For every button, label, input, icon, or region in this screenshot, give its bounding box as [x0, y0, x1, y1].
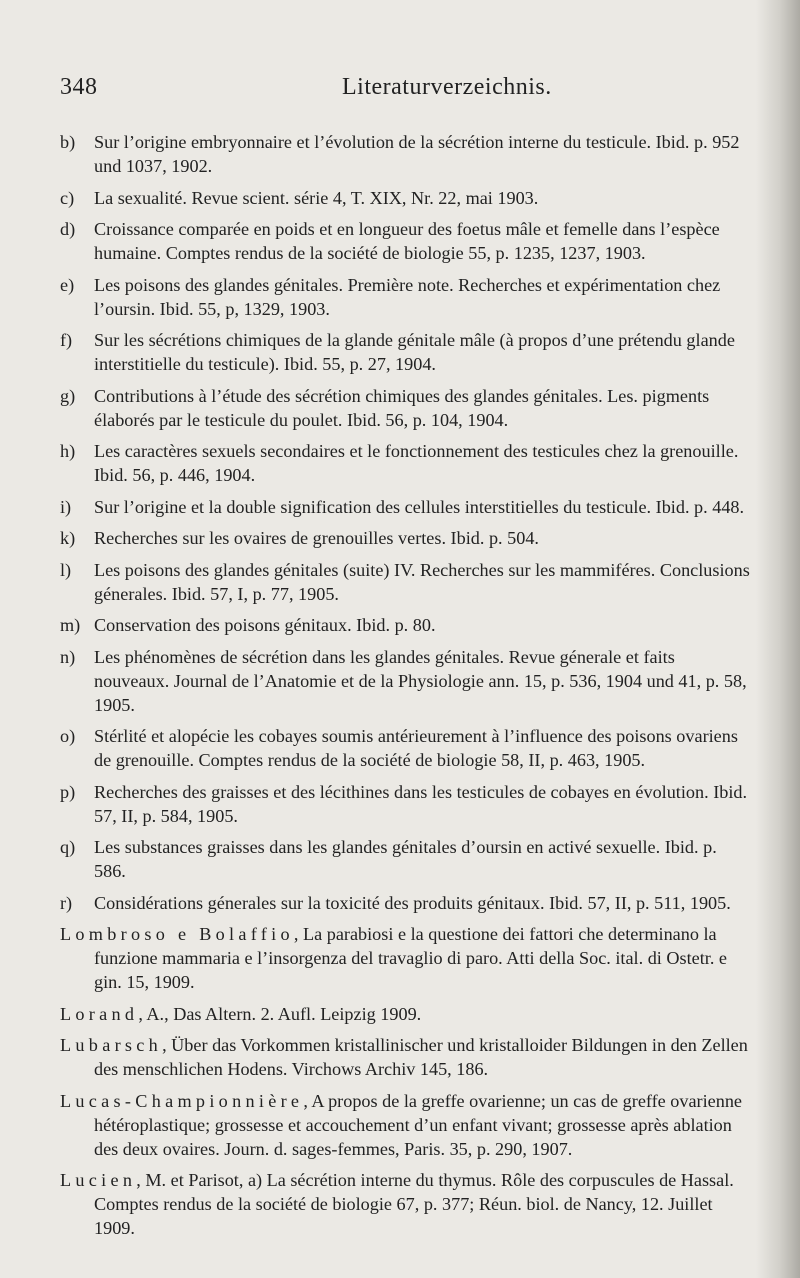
item-label: e)	[60, 274, 75, 295]
reference-text: , Über das Vorkommen kristallinischer und kristalloider Bildungen in den Zellen des menschlichen Hodens. Virchows Archiv 145, 186.	[94, 1035, 748, 1079]
item-label: c)	[60, 187, 75, 208]
list-item	[60, 780, 752, 828]
item-text: Conservation des poisons génitaux. Ibid. p. 80.	[94, 615, 436, 635]
item-text: Les caractères sexuels secondaires et le fonctionnement des testicules chez la grenouille. Ibid. 56, p. 446, 1904.	[94, 441, 739, 485]
list-item	[60, 130, 752, 178]
reference-text: , A propos de la greffe ovarienne; un cas de greffe ovarienne hétéroplastique; grossesse et accouchement d’un enfant vivant; grossesse après ablation des deux ovaires. Journ. d. sages-femmes, Paris. 35, p. 290, 1907.	[94, 1090, 742, 1159]
list-item	[60, 495, 752, 519]
author-name: Lorand	[60, 1003, 139, 1024]
item-label: k)	[60, 528, 76, 548]
page-edge-shadow	[756, 0, 800, 1278]
list-item	[60, 835, 752, 883]
list-item	[60, 613, 752, 637]
running-title: Literaturverzeichnis.	[342, 74, 552, 100]
item-label: r)	[60, 892, 73, 913]
item-text: Les substances graisses dans les glandes génitales d’oursin en activé sexuelle. Ibid. p. 586.	[94, 837, 717, 881]
item-label: q)	[60, 837, 76, 857]
list-item	[60, 328, 752, 376]
item-label: g)	[60, 385, 76, 406]
reference-entry	[60, 1033, 752, 1081]
item-label: i)	[60, 496, 72, 517]
list-item	[60, 384, 752, 432]
author-name: Lucas-Championnière	[60, 1090, 304, 1111]
list-item	[60, 645, 752, 717]
item-label: m)	[60, 615, 81, 635]
item-text: Considérations génerales sur la toxicité des produits génitaux. Ibid. 57, II, p. 511, 1905.	[94, 892, 731, 913]
list-item	[60, 526, 752, 550]
reference-text: , La parabiosi e la questione dei fattori che determinano la funzione mammaria e l’insorgenza del travaglio di paro. Atti della Soc. ital. di Ostetr. e gin. 15, 1909.	[94, 924, 728, 992]
author-name: Lombroso e Bolaffio	[60, 924, 294, 944]
list-item	[60, 724, 752, 772]
item-text: Les poisons des glandes génitales (suite) IV. Recherches sur les mammiféres. Conclusions génerales. Ibid. 57, I, p. 77, 1905.	[94, 559, 750, 604]
item-label: b)	[60, 132, 76, 152]
item-label: p)	[60, 781, 76, 802]
reference-entry	[60, 1168, 752, 1240]
item-label: h)	[60, 441, 76, 461]
item-label: d)	[60, 219, 76, 239]
item-text: Recherches des graisses et des lécithines dans les testicules de cobayes en évolution. Ibid. 57, II, p. 584, 1905.	[94, 781, 748, 826]
list-item	[60, 558, 752, 606]
item-text: Croissance comparée en poids et en longueur des foetus mâle et femelle dans l’espèce humaine. Comptes rendus de la société de biologie 55, p. 1235, 1237, 1903.	[94, 219, 720, 263]
item-label: f)	[60, 330, 73, 350]
page-header	[60, 74, 740, 114]
list-item	[60, 273, 752, 321]
item-text: Sur l’origine et la double signification des cellules interstitielles du testicule. Ibid. p. 448.	[94, 496, 745, 517]
item-text: La sexualité. Revue scient. série 4, T. XIX, Nr. 22, mai 1903.	[94, 187, 539, 208]
reference-entry	[60, 1089, 752, 1161]
item-text: Les phénomènes de sécrétion dans les glandes génitales. Revue génerale et faits nouveaux. Journal de l’Anatomie et de la Physiologie ann. 15, p. 536, 1904 und 41, p. 58, 1905.	[94, 646, 747, 715]
list-item	[60, 217, 752, 265]
item-text: Contributions à l’étude des sécrétion chimiques des glandes génitales. Les. pigments élaborés par le testicule du poulet. Ibid. 56, p. 104, 1904.	[94, 385, 710, 430]
list-item	[60, 891, 752, 915]
item-label: l)	[60, 559, 72, 580]
item-text: Les poisons des glandes génitales. Première note. Recherches et expérimentation chez l’oursin. Ibid. 55, p, 1329, 1903.	[94, 274, 721, 319]
item-label: n)	[60, 646, 76, 667]
item-text: Sur l’origine embryonnaire et l’évolution de la sécrétion interne du testicule. Ibid. p. 952 und 1037, 1902.	[94, 132, 740, 176]
page-number: 348	[60, 74, 98, 100]
list-item	[60, 186, 752, 210]
author-name: Lubarsch	[60, 1035, 163, 1055]
reference-text: , M. et Parisot, a) La sécrétion interne du thymus. Rôle des corpuscules de Hassal. Comptes rendus de la société de biologie 67, p. 377; Réun. biol. de Nancy, 12. Juillet 1909.	[94, 1170, 734, 1238]
reference-text: , A., Das Altern. 2. Aufl. Leipzig 1909.	[138, 1003, 422, 1024]
item-text: Sur les sécrétions chimiques de la glande génitale mâle (à propos d’une prétendu glande interstitielle du testicule). Ibid. 55, p. 27, 1904.	[94, 330, 735, 374]
author-name: Lucien	[60, 1170, 137, 1190]
item-text: Stérlité et alopécie les cobayes soumis antérieurement à l’influence des poisons ovariens de grenouille. Comptes rendus de la société de biologie 58, II, p. 463, 1905.	[94, 726, 738, 770]
reference-entry	[60, 922, 752, 994]
reference-entry	[60, 1002, 752, 1026]
item-text: Recherches sur les ovaires de grenouilles vertes. Ibid. p. 504.	[94, 528, 539, 548]
bibliography	[60, 130, 752, 1248]
item-label: o)	[60, 726, 76, 746]
list-item	[60, 439, 752, 487]
